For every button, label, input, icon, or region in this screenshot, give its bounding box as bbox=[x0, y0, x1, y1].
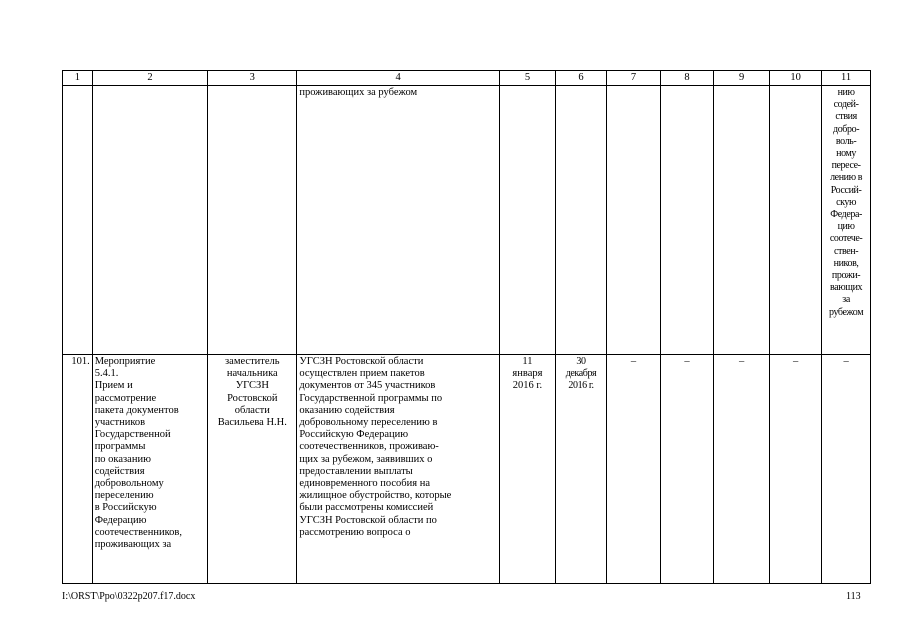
table-cell bbox=[556, 86, 607, 355]
cell-text-line: 11 bbox=[522, 356, 533, 367]
table-cell-activity bbox=[92, 355, 208, 584]
table-cell-responsible bbox=[208, 355, 297, 584]
table-cell bbox=[63, 86, 93, 355]
cell-text-line: проживающих за bbox=[94, 539, 172, 551]
table-cell bbox=[606, 86, 660, 355]
cell-text-line: лению в bbox=[830, 172, 863, 184]
cell-text-line: жилищное обустройство, которые bbox=[299, 490, 452, 502]
cell-text-line: участников bbox=[94, 417, 146, 429]
cell-text-line: нию bbox=[837, 87, 855, 98]
cell-text-line: содей- bbox=[833, 99, 859, 111]
cell-text-line: рассмотрение bbox=[94, 392, 157, 404]
cell-text-line: за bbox=[842, 294, 850, 306]
table-cell: – bbox=[822, 355, 871, 584]
cell-text-line: Ростовской bbox=[227, 392, 278, 404]
cell-text-line: скую bbox=[836, 196, 857, 208]
cell-text-line: января bbox=[512, 368, 543, 380]
cell-text-line: Васильева Н.Н. bbox=[217, 417, 287, 429]
table-row bbox=[63, 86, 871, 355]
column-header: 1 bbox=[63, 71, 93, 86]
table-header-row bbox=[63, 71, 871, 86]
cell-text-line: рассмотрению вопроса о bbox=[299, 526, 411, 538]
cell-text-line: соотече- bbox=[829, 233, 863, 245]
cell-text-line: заместитель bbox=[225, 356, 280, 367]
cell-text-line: добровольному переселению в bbox=[299, 417, 438, 429]
table-cell-result bbox=[822, 86, 871, 355]
table-cell bbox=[770, 86, 822, 355]
table-cell: проживающих за рубежом bbox=[297, 86, 500, 355]
cell-text-line: пересе- bbox=[831, 160, 861, 172]
table-cell-start-date bbox=[499, 355, 555, 584]
column-header: 7 bbox=[606, 71, 660, 86]
column-header: 5 bbox=[499, 71, 555, 86]
table-cell bbox=[661, 86, 714, 355]
table-cell: – bbox=[714, 355, 770, 584]
column-header: 3 bbox=[208, 71, 297, 86]
cell-text-line: Государственной программы по bbox=[299, 392, 443, 404]
table-cell: – bbox=[661, 355, 714, 584]
cell-text-line: Россий- bbox=[830, 184, 862, 196]
cell-text-line: соотечественников, проживаю- bbox=[299, 441, 439, 453]
cell-text-line: по оказанию bbox=[94, 453, 151, 465]
table-cell bbox=[499, 86, 555, 355]
cell-text-line: ствен- bbox=[833, 245, 859, 257]
cell-text-line: рубежом bbox=[829, 306, 864, 318]
cell-text-line: цию bbox=[837, 221, 855, 233]
cell-text-line: Прием и bbox=[94, 380, 133, 392]
cell-text-line: щих за рубежом, заявивших о bbox=[299, 453, 433, 465]
table-cell-end-date bbox=[556, 355, 607, 584]
column-header: 10 bbox=[770, 71, 822, 86]
cell-text-line: пакета документов bbox=[94, 404, 179, 416]
table-cell-description bbox=[297, 355, 500, 584]
cell-text-line: начальника bbox=[226, 368, 278, 380]
table-cell bbox=[714, 86, 770, 355]
cell-text-line: предоставлении выплаты bbox=[299, 465, 413, 477]
cell-text-line: в Российскую bbox=[94, 502, 157, 514]
cell-text-line: оказанию содействия bbox=[299, 404, 395, 416]
cell-text-line: декабря bbox=[565, 368, 597, 380]
column-header: 6 bbox=[556, 71, 607, 86]
cell-text-line: содействия bbox=[94, 465, 145, 477]
column-header: 11 bbox=[822, 71, 871, 86]
cell-text-line: переселению bbox=[94, 490, 154, 502]
cell-text-line: осуществлен прием пакетов bbox=[299, 368, 425, 380]
column-header: 2 bbox=[92, 71, 208, 86]
cell-text-line: УГСЗН Ростовской области bbox=[299, 356, 424, 367]
row-number: 101. bbox=[63, 355, 93, 584]
cell-text-line: 5.4.1. bbox=[94, 368, 119, 380]
cell-text-line: 30 bbox=[576, 356, 586, 367]
cell-text-line: документов от 345 участников bbox=[299, 380, 436, 392]
cell-text-line: ному bbox=[836, 148, 857, 160]
cell-text-line: воль- bbox=[835, 135, 857, 147]
cell-text-line: Федерацию bbox=[94, 514, 147, 526]
cell-text-line: УГСЗН Ростовской области по bbox=[299, 514, 437, 526]
cell-text-line: области bbox=[234, 404, 270, 416]
table-cell bbox=[208, 86, 297, 355]
cell-text-line: УГСЗН bbox=[235, 380, 269, 392]
table-row bbox=[63, 355, 871, 584]
cell-text-line: добро- bbox=[833, 123, 860, 135]
cell-text-line: вающих bbox=[830, 282, 863, 294]
footer-file-path: I:\ORST\Ppo\0322p207.f17.docx bbox=[62, 591, 196, 602]
cell-text-line: прожи- bbox=[831, 270, 861, 282]
table-cell: – bbox=[770, 355, 822, 584]
cell-text-line: ников, bbox=[833, 257, 859, 269]
cell-text-line: Мероприятие bbox=[94, 356, 156, 367]
cell-text-line: были рассмотрены комиссией bbox=[299, 502, 434, 514]
table-cell bbox=[92, 86, 208, 355]
column-header: 4 bbox=[297, 71, 500, 86]
cell-text-line: Российскую Федерацию bbox=[299, 429, 409, 441]
cell-text-line: соотечественников, bbox=[94, 526, 182, 538]
page-number: 113 bbox=[846, 591, 861, 602]
cell-text-line: Государственной bbox=[94, 429, 171, 441]
cell-text-line: программы bbox=[94, 441, 146, 453]
cell-text-line: ствия bbox=[835, 111, 857, 123]
cell-text-line: 2016 г. bbox=[568, 380, 594, 392]
cell-text-line: добровольному bbox=[94, 478, 164, 490]
column-header: 8 bbox=[661, 71, 714, 86]
cell-text-line: Федера- bbox=[830, 209, 862, 221]
table-cell: – bbox=[606, 355, 660, 584]
column-header: 9 bbox=[714, 71, 770, 86]
report-table bbox=[62, 70, 871, 584]
cell-text-line: 2016 г. bbox=[512, 380, 543, 392]
cell-text-line: единовременного пособия на bbox=[299, 478, 430, 490]
